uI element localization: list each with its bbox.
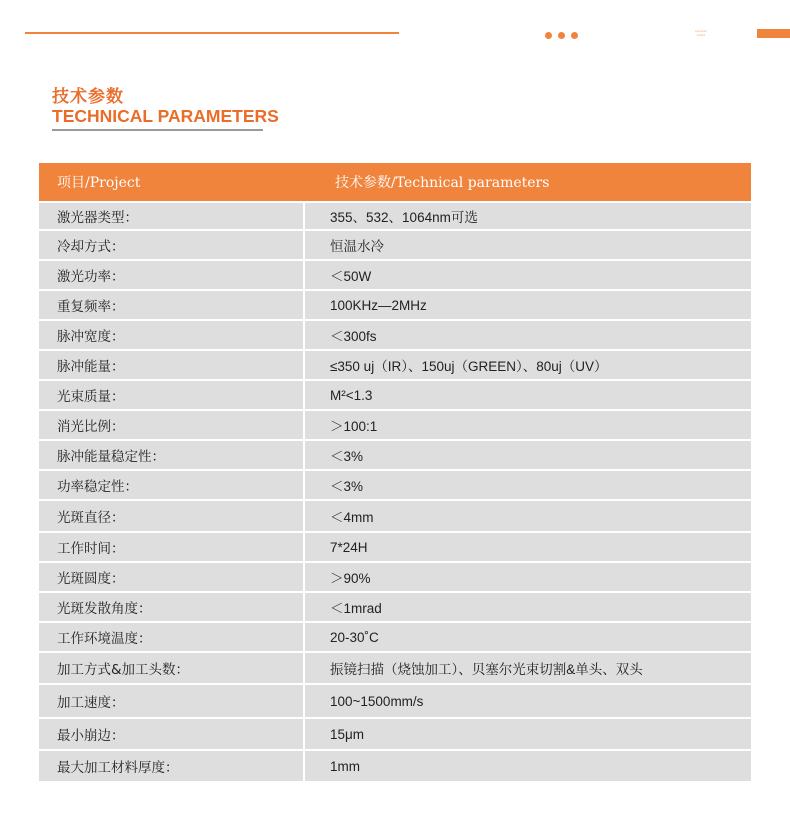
- table-row: [39, 351, 751, 379]
- param-value: M²<1.3: [305, 381, 751, 409]
- param-value: 20-30˚C: [305, 623, 751, 651]
- top-decor-line: [25, 32, 399, 34]
- table-row: [39, 381, 751, 409]
- decor-dot: [558, 32, 565, 39]
- decor-dot: [571, 32, 578, 39]
- corner-tiny-text-line: xxxxx: [696, 33, 706, 37]
- param-value: ＜300fs: [305, 321, 751, 349]
- param-name: 工作时间：: [39, 533, 303, 561]
- param-value: 7*24H: [305, 533, 751, 561]
- param-name: 光斑发散角度：: [39, 593, 303, 621]
- param-value: ＜4mm: [305, 501, 751, 531]
- param-name: 脉冲能量：: [39, 351, 303, 379]
- param-value: 100~1500mm/s: [305, 685, 751, 717]
- param-name: 最小崩边：: [39, 719, 303, 749]
- param-name: 最大加工材料厚度：: [39, 751, 303, 781]
- param-name: 光斑圆度：: [39, 563, 303, 591]
- decor-dot: [545, 32, 552, 39]
- param-name: 光束质量：: [39, 381, 303, 409]
- corner-tiny-text-line: xxxxxxx: [695, 29, 707, 33]
- table-row: [39, 411, 751, 439]
- table-row: [39, 321, 751, 349]
- table-row: [39, 231, 751, 259]
- param-value: 振镜扫描（烧蚀加工）、贝塞尔光束切割&单头、双头: [305, 653, 751, 683]
- table-row: [39, 501, 751, 531]
- param-value: 恒温水冷: [305, 231, 751, 259]
- param-name: 加工速度：: [39, 685, 303, 717]
- param-value: 1mm: [305, 751, 751, 781]
- section-title-en: TECHNICAL PARAMETERS: [52, 106, 279, 126]
- param-name: 功率稳定性：: [39, 471, 303, 499]
- param-name: 冷却方式：: [39, 231, 303, 259]
- table-row: [39, 653, 751, 683]
- param-name: 重复频率：: [39, 291, 303, 319]
- param-value: 100KHz—2MHz: [305, 291, 751, 319]
- param-name: 消光比例：: [39, 411, 303, 439]
- param-value: 15μm: [305, 719, 751, 749]
- table-body: [39, 203, 751, 781]
- table-row: [39, 203, 751, 229]
- param-name: 激光器类型：: [39, 203, 303, 229]
- corner-tiny-text: [695, 29, 707, 37]
- section-title-underline: [52, 129, 263, 131]
- header-parameters: 技术参数/Technical parameters: [335, 175, 550, 191]
- param-name: 脉冲宽度：: [39, 321, 303, 349]
- table-row: [39, 563, 751, 591]
- decor-dots: [545, 32, 578, 39]
- parameters-table: [39, 163, 751, 781]
- param-value: ＞90%: [305, 563, 751, 591]
- param-value: 355、532、1064nm可选: [305, 203, 751, 229]
- table-row: [39, 623, 751, 651]
- table-row: [39, 533, 751, 561]
- param-name: 工作环境温度：: [39, 623, 303, 651]
- table-row: [39, 261, 751, 289]
- table-header: [39, 163, 751, 201]
- param-value: ≤350 uj（IR）、150uj（GREEN）、80uj（UV）: [305, 351, 751, 379]
- table-row: [39, 719, 751, 749]
- param-value: ＞100:1: [305, 411, 751, 439]
- table-row: [39, 291, 751, 319]
- table-row: [39, 471, 751, 499]
- param-value: ＜3%: [305, 471, 751, 499]
- param-value: ＜50W: [305, 261, 751, 289]
- header-project: 项目/Project: [57, 175, 141, 191]
- section-title-cn: 技术参数: [52, 87, 124, 107]
- table-row: [39, 441, 751, 469]
- param-value: ＜3%: [305, 441, 751, 469]
- param-name: 光斑直径：: [39, 501, 303, 531]
- table-row: [39, 685, 751, 717]
- param-value: ＜1mrad: [305, 593, 751, 621]
- param-name: 加工方式&加工头数：: [39, 653, 303, 683]
- param-name: 脉冲能量稳定性：: [39, 441, 303, 469]
- table-row: [39, 593, 751, 621]
- table-row: [39, 751, 751, 781]
- top-right-accent-bar: [757, 29, 790, 38]
- param-name: 激光功率：: [39, 261, 303, 289]
